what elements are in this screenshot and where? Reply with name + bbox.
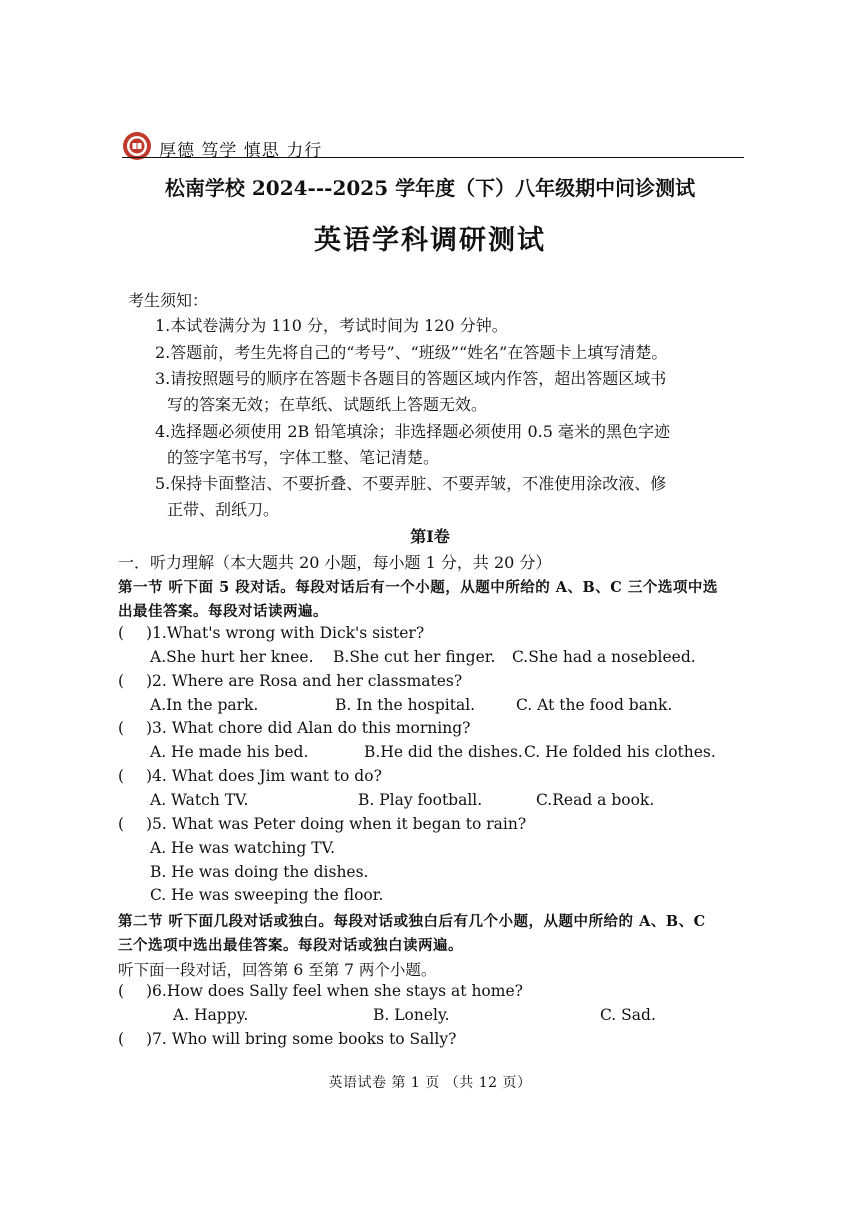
option-a: A. Happy.	[173, 1006, 249, 1024]
notice-item-continued: 写的答案无效；在草纸、试题纸上答题无效。	[167, 395, 488, 414]
question-stem: )2. Where are Rosa and her classmates?	[146, 672, 463, 690]
option-a: A. Watch TV.	[150, 791, 249, 809]
option-a: A.In the park.	[150, 696, 259, 714]
option-b: B. In the hospital.	[335, 696, 476, 714]
option-c: C. He was sweeping the floor.	[150, 886, 384, 904]
dialogue-intro: 听下面一段对话，回答第 6 至第 7 两个小题。	[118, 961, 437, 979]
option-b: B. Lonely.	[373, 1006, 450, 1024]
option-b: B.He did the dishes.	[364, 743, 523, 761]
notice-item: 2.答题前，考生先将自己的“考号”、“班级”“姓名”在答题卡上填写清楚。	[155, 343, 668, 362]
option-b: B.She cut her finger.	[333, 648, 496, 666]
notice-title: 考生须知：	[128, 291, 209, 310]
option-c: C. He folded his clothes.	[524, 743, 716, 761]
question-3	[118, 719, 470, 737]
option-a: A. He made his bed.	[150, 743, 309, 761]
option-c: C.She had a nosebleed.	[512, 648, 696, 666]
option-a: A.She hurt her knee.	[150, 648, 314, 666]
notice-item: 1.本试卷满分为 110 分，考试时间为 120 分钟。	[155, 316, 508, 335]
question-1	[118, 624, 424, 642]
option-a: A. He was watching TV.	[150, 839, 335, 857]
option-c: C.Read a book.	[536, 791, 655, 809]
question-stem: )1.What's wrong with Dick's sister?	[146, 624, 425, 642]
question-stem: )5. What was Peter doing when it began to rain?	[146, 815, 527, 833]
answer-bracket: (	[118, 982, 125, 1000]
option-b: B. Play football.	[358, 791, 483, 809]
question-2	[118, 672, 462, 690]
section-heading: 一．听力理解（本大题共 20 小题，每小题 1 分，共 20 分）	[118, 553, 552, 572]
notice-item: 4.选择题必须使用 2B 铅笔填涂；非选择题必须使用 0.5 毫米的黑色字迹	[155, 422, 670, 441]
question-7	[118, 1030, 456, 1048]
question-stem: )3. What chore did Alan do this morning?	[146, 719, 471, 737]
question-5	[118, 815, 526, 833]
question-6	[118, 982, 523, 1000]
answer-bracket: (	[118, 767, 125, 785]
section-instruction: 第二节 听下面几段对话或独白。每段对话或独白后有几个小题，从题中所给的 A、B、C	[118, 913, 706, 930]
question-stem: )4. What does Jim want to do?	[146, 767, 382, 785]
school-motto: 厚德 笃学 慎思 力行	[159, 141, 323, 161]
notice-item-continued: 的签字笔书写，字体工整、笔记清楚。	[167, 448, 440, 467]
answer-bracket: (	[118, 719, 125, 737]
question-4	[118, 767, 382, 785]
answer-bracket: (	[118, 1030, 125, 1048]
subject-title: 英语学科调研测试	[314, 225, 546, 256]
question-stem: )7. Who will bring some books to Sally?	[146, 1030, 457, 1048]
answer-bracket: (	[118, 624, 125, 642]
exam-title: 松南学校 2024---2025 学年度（下）八年级期中问诊测试	[164, 176, 696, 200]
option-c: C. Sad.	[600, 1006, 656, 1024]
option-c: C. At the food bank.	[516, 696, 673, 714]
section-instruction: 出最佳答案。每段对话读两遍。	[118, 603, 328, 620]
answer-bracket: (	[118, 815, 125, 833]
option-b: B. He was doing the dishes.	[150, 863, 369, 881]
part-title: 第Ⅰ卷	[410, 527, 450, 546]
notice-item-continued: 正带、刮纸刀。	[167, 500, 280, 519]
header-divider	[122, 157, 744, 158]
section-instruction: 第一节 听下面 5 段对话。每段对话后有一个小题，从题中所给的 A、B、C 三个选项中选	[118, 579, 718, 596]
page-footer: 英语试卷 第 1 页 （共 12 页）	[328, 1075, 532, 1091]
question-stem: )6.How does Sally feel when she stays at home?	[146, 982, 523, 1000]
section-instruction: 三个选项中选出最佳答案。每段对话或独白读两遍。	[118, 937, 463, 954]
answer-bracket: (	[118, 672, 125, 690]
notice-item: 5.保持卡面整洁、不要折叠、不要弄脏、不要弄皱，不准使用涂改液、修	[155, 474, 667, 493]
notice-item: 3.请按照题号的顺序在答题卡各题目的答题区域内作答，超出答题区域书	[155, 369, 667, 388]
